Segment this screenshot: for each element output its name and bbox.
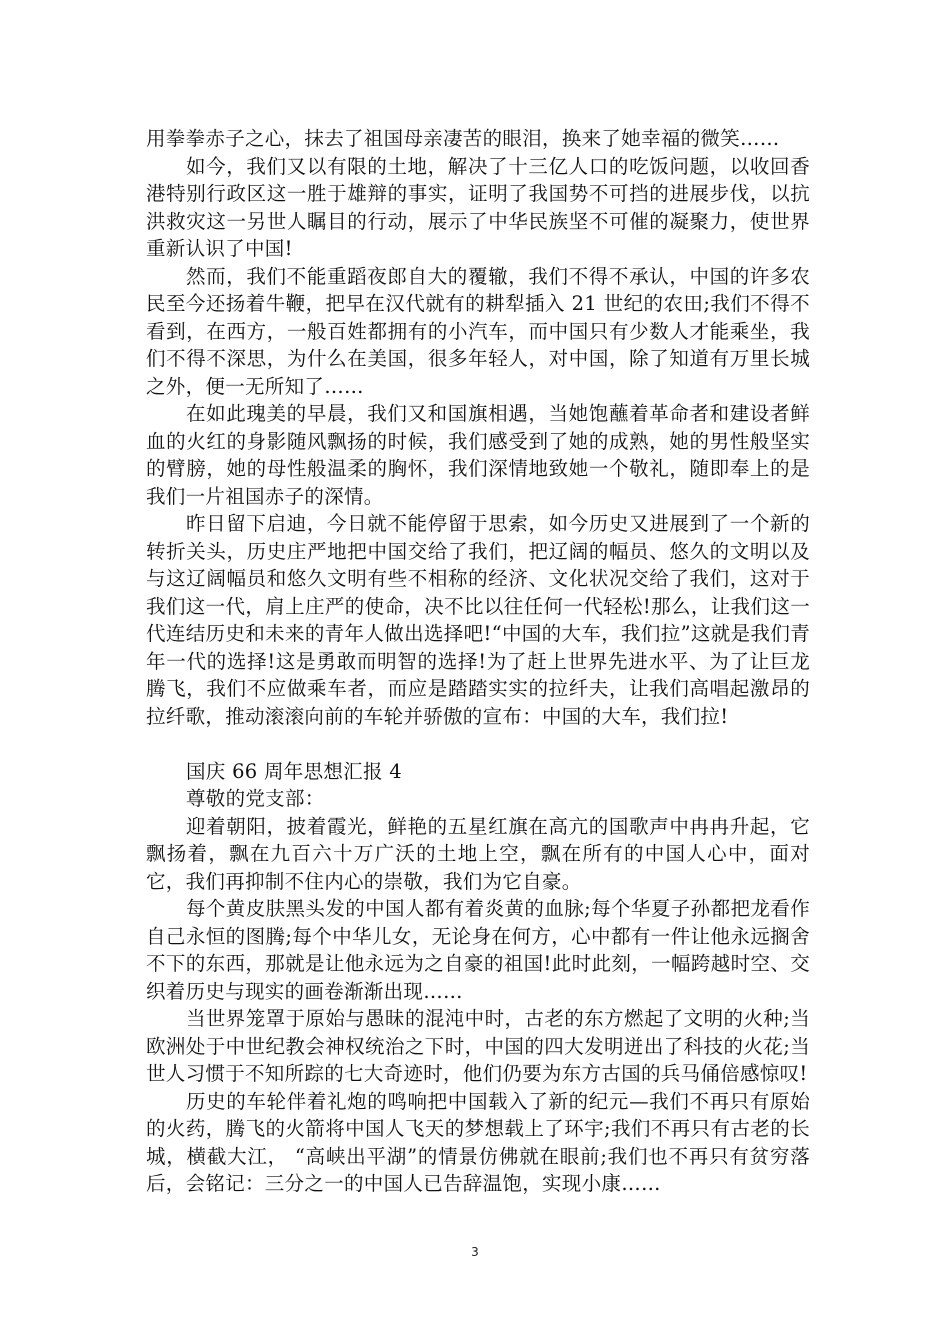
salutation: 尊敬的党支部：: [185, 787, 325, 810]
paragraph: 迎着朝阳，披着霞光，鲜艳的五星红旗在高亢的国歌声中冉冉升起，它飘扬着，飘在九百六十万广沃的土地上空，飘在所有的中国人心中，面对它，我们再抑制不住内心的崇敬，我们为它自豪。: [146, 814, 810, 893]
paragraph: 如今，我们又以有限的土地，解决了十三亿人口的吃饭问题，以收回香港特别行政区这一胜于雄辩的事实，证明了我国势不可挡的进展步伐，以抗洪救灾这一另世人瞩目的行动，展示了中华民族坚不可催的凝聚力，使世界重新认识了中国!: [146, 154, 810, 260]
section-title: 国庆 66 周年思想汇报 4: [185, 759, 402, 783]
page-number: 3: [471, 1245, 479, 1259]
paragraph: 每个黄皮肤黑头发的中国人都有着炎黄的血脉;每个华夏子孙都把龙看作自己永恒的图腾;每个中华儿女，无论身在何方，心中都有一件让他永远搁舍不下的东西，那就是让他永远为之自豪的祖国!此时此刻，一幅跨越时空、交织着历史与现实的画卷渐渐出现……: [146, 897, 810, 1003]
paragraph-continuation: 用拳拳赤子之心，抹去了祖国母亲凄苦的眼泪，换来了她幸福的微笑……: [146, 127, 780, 150]
paragraph: 昨日留下启迪，今日就不能停留于思索，如今历史又进展到了一个新的转折关头，历史庄严地把中国交给了我们，把辽阔的幅员、悠久的文明以及与这辽阔幅员和悠久文明有些不相称的经济、文化状况交给了我们，这对于我们这一代，肩上庄严的使命，决不比以往任何一代轻松!那么，让我们这一代连结历史和未来的青年人做出选择吧!“中国的大车，我们拉”这就是我们青年一代的选择!这是勇敢而明智的选择!为了赶上世界先进水平、为了让巨龙腾飞，我们不应做乘车者，而应是踏踏实实的拉纤夫，让我们高唱起激昂的拉纤歌，推动滚滚向前的车轮并骄傲的宣布：中国的大车，我们拉!: [146, 512, 810, 728]
paragraph: 在如此瑰美的早晨，我们又和国旗相遇，当她饱蘸着革命者和建设者鲜血的火红的身影随风飘扬的时候，我们感受到了她的成熟，她的男性般坚实的臂膀，她的母性般温柔的胸怀，我们深情地致她一个敬礼，随即奉上的是我们一片祖国赤子的深情。: [146, 402, 810, 508]
paragraph: 当世界笼罩于原始与愚昧的混沌中时，古老的东方燃起了文明的火种;当欧洲处于中世纪教会神权统治之下时，中国的四大发明迸出了科技的火花;当世人习惯于不知所踪的七大奇迹时，他们仍要为东方古国的兵马俑倍感惊叹!: [146, 1007, 810, 1085]
paragraph: 历史的车轮伴着礼炮的鸣响把中国载入了新的纪元—我们不再只有原始的火药，腾飞的火箭将中国人飞天的梦想载上了环宇;我们不再只有古老的长城，横截大江， “高峡出平湖”的情景仿佛就在眼前;我们也不再只有贫穷落后，会铭记：三分之一的中国人已告辞温饱，实现小康……: [146, 1089, 810, 1195]
document-body: [146, 125, 810, 1198]
paragraph: 然而，我们不能重蹈夜郎自大的覆辙，我们不得不承认，中国的许多农民至今还扬着牛鞭，把早在汉代就有的耕犁插入 21 世纪的农田;我们不得不看到，在西方，一般百姓都拥有的小汽车，而中国只有少数人才能乘坐，我们不得不深思，为什么在美国，很多年轻人，对中国，除了知道有万里长城之外，便一无所知了……: [146, 264, 810, 398]
blank-line: [146, 730, 810, 758]
